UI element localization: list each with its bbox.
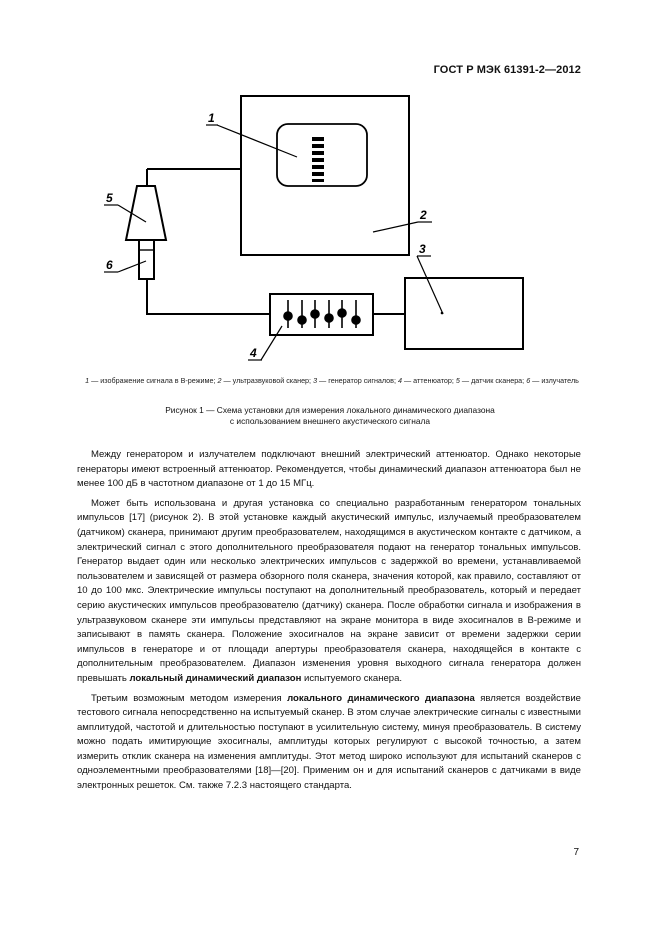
scanner-box [241,96,409,255]
label-4: 4 [250,346,257,360]
setup-diagram [0,0,661,370]
figure-legend: 1 — изображение сигнала в В-режиме; 2 — ультразвуковой сканер; 3 — генератор сигналов; 4 — аттенюатор; 5 — датчик сканера; 6 — излучатель [85,376,579,385]
signal-generator [405,278,523,349]
label-3: 3 [419,242,426,256]
caption-line-1: Рисунок 1 — Схема установки для измерения локального динамического диапазона [165,405,495,415]
paragraph-2: Может быть использована и другая установка со специально разработанным генератором тональных импульсов [17] (рисунок 2). В этой установке каждый акустический импульс, излучаемый преобразователем (датчиком) сканера, принимают другим преобразователем, находящимся в акустическом контакте с датчиком, а электрический сигнал с этого дополнительного преобразователя подают на генератор тональных импульсов. Генератор выдает один или несколько электрических импульсов с задержкой во времени, устанавливаемой пользователем и зависящей от размера обзорного поля сканера, значения которой, как правило, составляют от 10 до 100 мкс. Электрические импульсы поступают на дополнительный преобразователь, который и передает серию акустических импульсов преобразователю (датчику) сканера. После обработки сигнала и изображения в ультразвуковом сканере эти импульсы представляют на экране монитора в виде эхосигналов в В-режиме и записывают в память сканера. Положение эхосигналов на экране зависит от времени задержки серии импульсов в генераторе и от площади апертуры преобразователя сканера, находящейся в контакте с дополнительным преобразователем. Диапазон изменения уровня выходного сигнала генератора должен превышать локальный динамический диапазон испытуемого сканера. [77,497,581,684]
body-text [77,448,581,799]
figure-caption [80,405,580,427]
attenuator-sliders [284,300,360,328]
standard-header: ГОСТ Р МЭК 61391-2—2012 [433,64,581,76]
caption-line-2: с использованием внешнего акустического сигнала [229,416,431,426]
emitter [139,240,154,279]
paragraph-3: Третьим возможным методом измерения локального динамического диапазона является воздействие тестового сигнала непосредственно на испытуемый сканер. В этом случае электрические сигналы с известными амплитудой, частотой и длительностью поступают в усилительную систему, минуя преобразователь. В систему можно подать имитирующие эхосигналы, амплитуды которых регулируют с высокой точностью, а затем измерить отклик сканера на изменения амплитуды. Этот метод широко используют для испытаний сканеров с одноэлементными преобразователями [18]—[20]. Применим он и для испытаний сканеров с датчиками в виде электронных решеток. См. также 7.2.3 настоящего стандарта. [77,692,581,792]
label-2: 2 [420,208,427,222]
label-1: 1 [208,111,215,125]
echo-signal-image [312,137,324,182]
page-number: 7 [573,847,579,858]
label-6: 6 [106,258,113,272]
label-5: 5 [106,191,113,205]
paragraph-1: Между генератором и излучателем подключают внешний электрический аттенюатор. Однако некоторые генераторы имеют встроенный аттенюатор. Рекомендуется, чтобы динамический диапазон аттенюатора был не менее 100 дБ в частотном диапазоне от 1 до 15 МГц. [77,449,581,490]
